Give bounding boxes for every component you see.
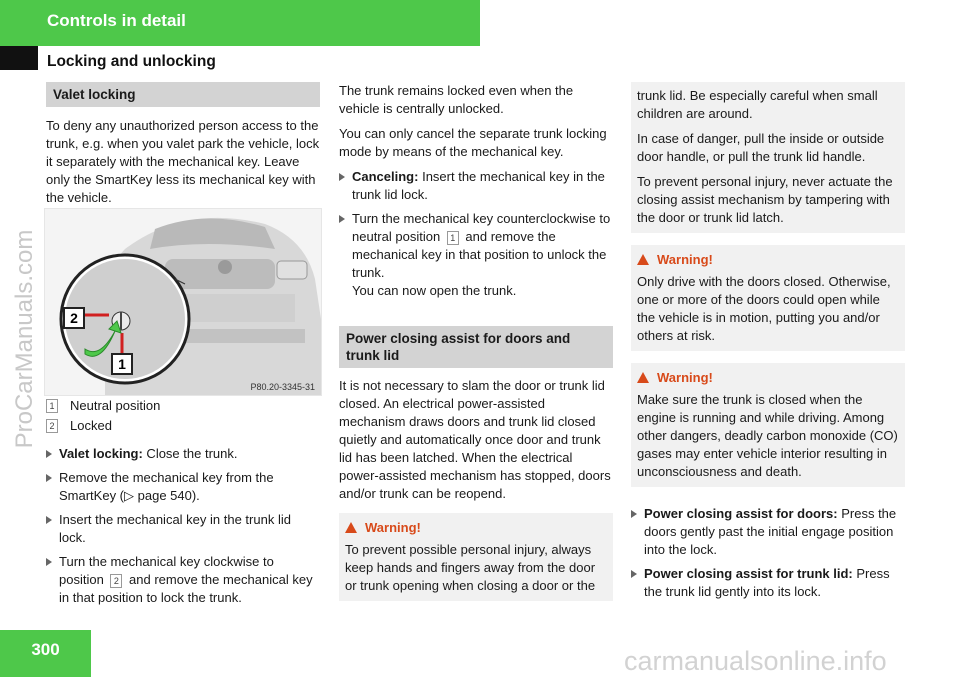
warning-text: To prevent possible personal injury, always keep hands and fingers away from the door or trunk opening when closing a door or the bbox=[345, 542, 596, 593]
arrow-bullet-icon bbox=[339, 215, 345, 223]
trunk-illustration bbox=[45, 209, 321, 395]
warning-text: In case of danger, pull the inside or outside door handle, or pull the trunk lid handle. bbox=[637, 131, 885, 164]
legend-label: Neutral position bbox=[70, 398, 161, 413]
warning-box-1 bbox=[339, 513, 613, 601]
legend-number-1: 1 bbox=[46, 399, 58, 413]
callout-2: 2 bbox=[70, 310, 78, 326]
warning-icon bbox=[345, 522, 357, 533]
warning-title: Warning! bbox=[345, 519, 607, 537]
warning-box-3 bbox=[631, 363, 905, 487]
warning-box-1-continued bbox=[631, 82, 905, 233]
valet-intro: To deny any unauthorized person access to the trunk, e.g. when you valet park the vehicle, lock it separately with the mechanical key. Leave only the SmartKey less its mechanical key with the vehicle. bbox=[46, 118, 320, 205]
header-marker bbox=[0, 46, 38, 70]
legend-item bbox=[46, 416, 320, 436]
power-closing-text: It is not necessary to slam the door or trunk lid closed. An electrical power-assisted mechanism draws doors and trunk lid closed quietly and automatically once door and trunk lid has been latched. When the electrical power-assisted mechanism has stopped, doors and/or trunk can be reopend. bbox=[339, 378, 611, 501]
warning-text: trunk lid. Be especially careful when small children are around. bbox=[637, 88, 878, 121]
paragraph: The trunk remains locked even when the vehicle is centrally unlocked. bbox=[339, 83, 574, 116]
power-closing-heading: Power closing assist for doors and trunk lid bbox=[339, 326, 613, 368]
page-number: 300 bbox=[31, 640, 60, 659]
step-power-closing-trunk: Power closing assist for trunk lid: Press the trunk lid gently into its lock. bbox=[631, 565, 905, 601]
arrow-bullet-icon bbox=[46, 474, 52, 482]
legend-label: Locked bbox=[70, 418, 112, 433]
column-2 bbox=[339, 82, 613, 601]
page-ref-icon: ▷ bbox=[124, 488, 135, 503]
step-power-closing-doors: Power closing assist for doors: Press the doors gently past the initial engage position into the lock. bbox=[631, 505, 905, 559]
paragraph: You can only cancel the separate trunk locking mode by means of the mechanical key. bbox=[339, 126, 607, 159]
figure-legend bbox=[46, 396, 320, 436]
watermark-bottom: carmanualsonline.info bbox=[624, 646, 887, 676]
warning-icon bbox=[637, 254, 649, 265]
column-3 bbox=[631, 82, 905, 607]
valet-locking-heading: Valet locking bbox=[46, 82, 320, 107]
arrow-bullet-icon bbox=[631, 570, 637, 578]
warning-text: Only drive with the doors closed. Otherwise, one or more of the doors could open while the vehicle is in motion, putting you and/or others at risk. bbox=[637, 274, 891, 343]
warning-title: Warning! bbox=[637, 251, 899, 269]
legend-item bbox=[46, 396, 320, 416]
warning-title: Warning! bbox=[637, 369, 899, 387]
arrow-bullet-icon bbox=[46, 450, 52, 458]
arrow-bullet-icon bbox=[339, 173, 345, 181]
column-1-lower bbox=[46, 396, 320, 613]
callout-1: 1 bbox=[118, 356, 126, 372]
warning-text: To prevent personal injury, never actuate the closing assist mechanism by tampering with the door or trunk lid latch. bbox=[637, 174, 893, 225]
step-turn-clockwise: Turn the mechanical key clockwise to position 2 and remove the mechanical key in that position to lock the trunk. bbox=[46, 553, 320, 607]
column-1 bbox=[46, 82, 320, 214]
arrow-bullet-icon bbox=[46, 516, 52, 524]
step-turn-counterclockwise: Turn the mechanical key counterclockwise to neutral position 1 and remove the mechanical key in that position to unlock the trunk. You can now open the trunk. bbox=[339, 210, 613, 300]
page-ref-link[interactable]: page 540). bbox=[134, 488, 200, 503]
watermark-left: ProCarManuals.com bbox=[11, 229, 38, 449]
warning-box-2 bbox=[631, 245, 905, 351]
figure-code: P80.20-3345-31 bbox=[250, 382, 315, 392]
position-number-1: 1 bbox=[447, 231, 459, 245]
trunk-lock-figure bbox=[44, 208, 322, 396]
subsection-title: Locking and unlocking bbox=[47, 53, 216, 70]
position-number-2: 2 bbox=[110, 574, 122, 588]
step-valet-locking: Valet locking: Close the trunk. bbox=[46, 445, 320, 463]
legend-number-2: 2 bbox=[46, 419, 58, 433]
step-remove-key: Remove the mechanical key from the SmartKey (▷ page 540). bbox=[46, 469, 320, 505]
warning-text: Make sure the trunk is closed when the engine is running and while driving. Among other dangers, deadly carbon monoxide (CO) gases may enter vehicle interior resulting in unconsciousness and death. bbox=[637, 392, 898, 479]
arrow-bullet-icon bbox=[631, 510, 637, 518]
warning-icon bbox=[637, 372, 649, 383]
arrow-bullet-icon bbox=[46, 558, 52, 566]
section-title: Controls in detail bbox=[47, 11, 186, 30]
step-insert-key: Insert the mechanical key in the trunk lid lock. bbox=[46, 511, 320, 547]
step-canceling: Canceling: Insert the mechanical key in the trunk lid lock. bbox=[339, 168, 613, 204]
